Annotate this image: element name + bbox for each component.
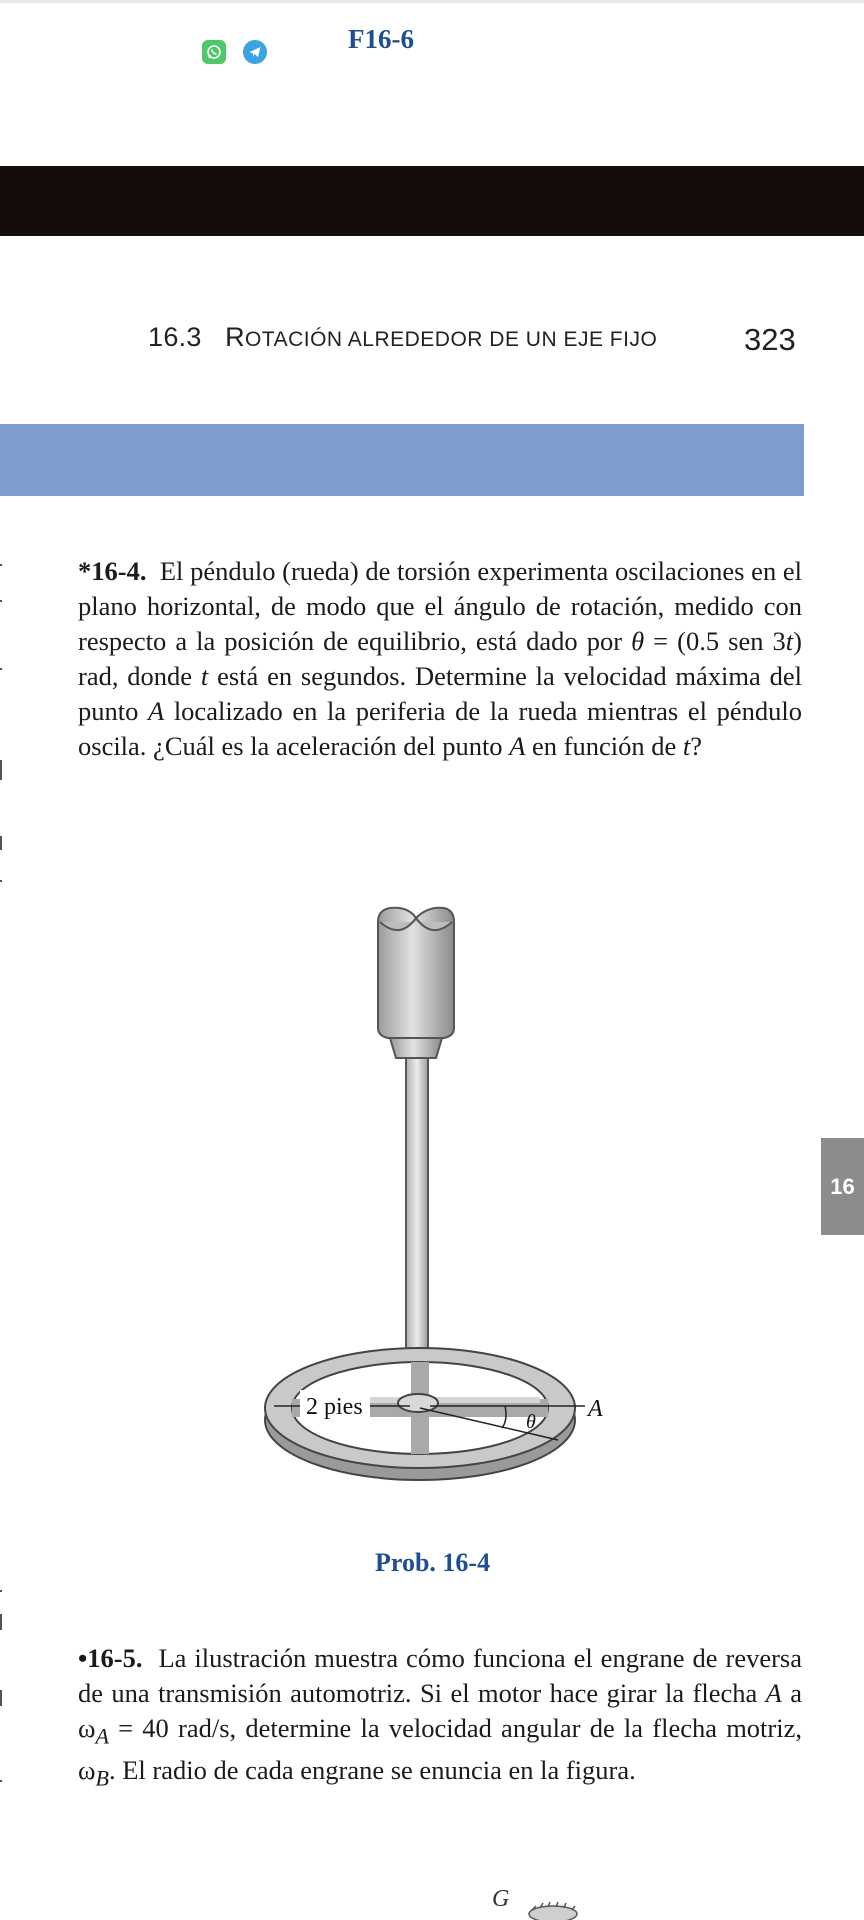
problem-text: El péndulo (rueda) de torsión experimenta oscilaciones en el plano horizontal, de modo que el ángulo de rotación, medido con respecto a la posición de equilibrio, está dado por	[78, 556, 803, 656]
torsion-pendulum-figure	[240, 900, 640, 1520]
theta-label: θ	[526, 1411, 536, 1433]
t-variable: t	[682, 731, 691, 761]
margin-mark	[0, 600, 2, 602]
problem-text: = (0.5 sen 3	[644, 626, 786, 656]
margin-mark	[0, 564, 2, 566]
margin-mark	[0, 1690, 2, 1706]
problem-number: *16-4.	[78, 556, 147, 586]
theta-symbol: θ	[631, 626, 645, 656]
margin-mark	[0, 1590, 2, 1592]
top-divider	[0, 0, 864, 3]
point-a: A	[148, 696, 165, 726]
t-variable: t	[785, 626, 794, 656]
problem-16-5	[78, 1641, 802, 1796]
chuck-collar	[390, 1038, 442, 1058]
problem-text: . El radio de cada engrane se enuncia en la figura.	[108, 1755, 636, 1786]
margin-mark	[0, 760, 2, 780]
running-head	[148, 322, 657, 353]
blue-band	[0, 424, 804, 496]
margin-mark	[0, 1614, 2, 1630]
problem-text: localizado en la periferia de la rueda mientras el péndulo oscila. ¿Cuál es la aceleración del punto	[78, 696, 802, 761]
point-a-label: A	[588, 1396, 603, 1422]
page-number: 323	[744, 322, 796, 357]
point-a: A	[509, 731, 526, 761]
t-variable: t	[200, 661, 209, 691]
torsion-rod	[406, 1058, 428, 1398]
radius-label: 2 pies	[306, 1394, 363, 1420]
margin-mark	[0, 1780, 2, 1782]
problem-number: •16-5.	[78, 1643, 143, 1673]
subscript-a: A	[95, 1723, 109, 1749]
black-band	[0, 166, 864, 236]
chat-title: F16-6	[348, 24, 414, 54]
margin-mark	[0, 880, 2, 882]
telegram-icon[interactable]	[243, 40, 267, 64]
problem-text: en función de	[525, 731, 683, 761]
problem-16-4	[78, 554, 802, 764]
margin-mark	[0, 836, 2, 850]
section-title-initial: R	[225, 322, 245, 352]
subscript-b: B	[95, 1765, 109, 1791]
margin-mark	[0, 668, 2, 670]
problem-text: La ilustración muestra cómo funciona el engrane de reversa de una transmisión automotriz. Si el motor hace girar la flecha	[78, 1643, 803, 1708]
figure-label-g: G	[492, 1886, 510, 1912]
problem-text: está en segundos. Determine la velocidad máxima del punto	[78, 661, 802, 726]
whatsapp-icon[interactable]	[202, 40, 226, 64]
point-a: A	[765, 1678, 782, 1708]
wheel-hub	[398, 1394, 438, 1412]
problem-text: ) rad, donde	[78, 626, 802, 691]
figure-caption: Prob. 16-4	[375, 1548, 491, 1577]
gear-figure-fragment	[526, 1900, 580, 1920]
section-number: 16.3	[148, 322, 202, 352]
problem-text: ?	[690, 731, 702, 761]
problem-text: = 40 rad/s, determine la velocidad angular de la flecha motriz, ω	[78, 1713, 802, 1786]
section-title: OTACIÓN ALREDEDOR DE UN EJE FIJO	[244, 328, 658, 351]
chapter-tab: 16	[821, 1138, 864, 1235]
problem-text: a ω	[78, 1678, 803, 1743]
